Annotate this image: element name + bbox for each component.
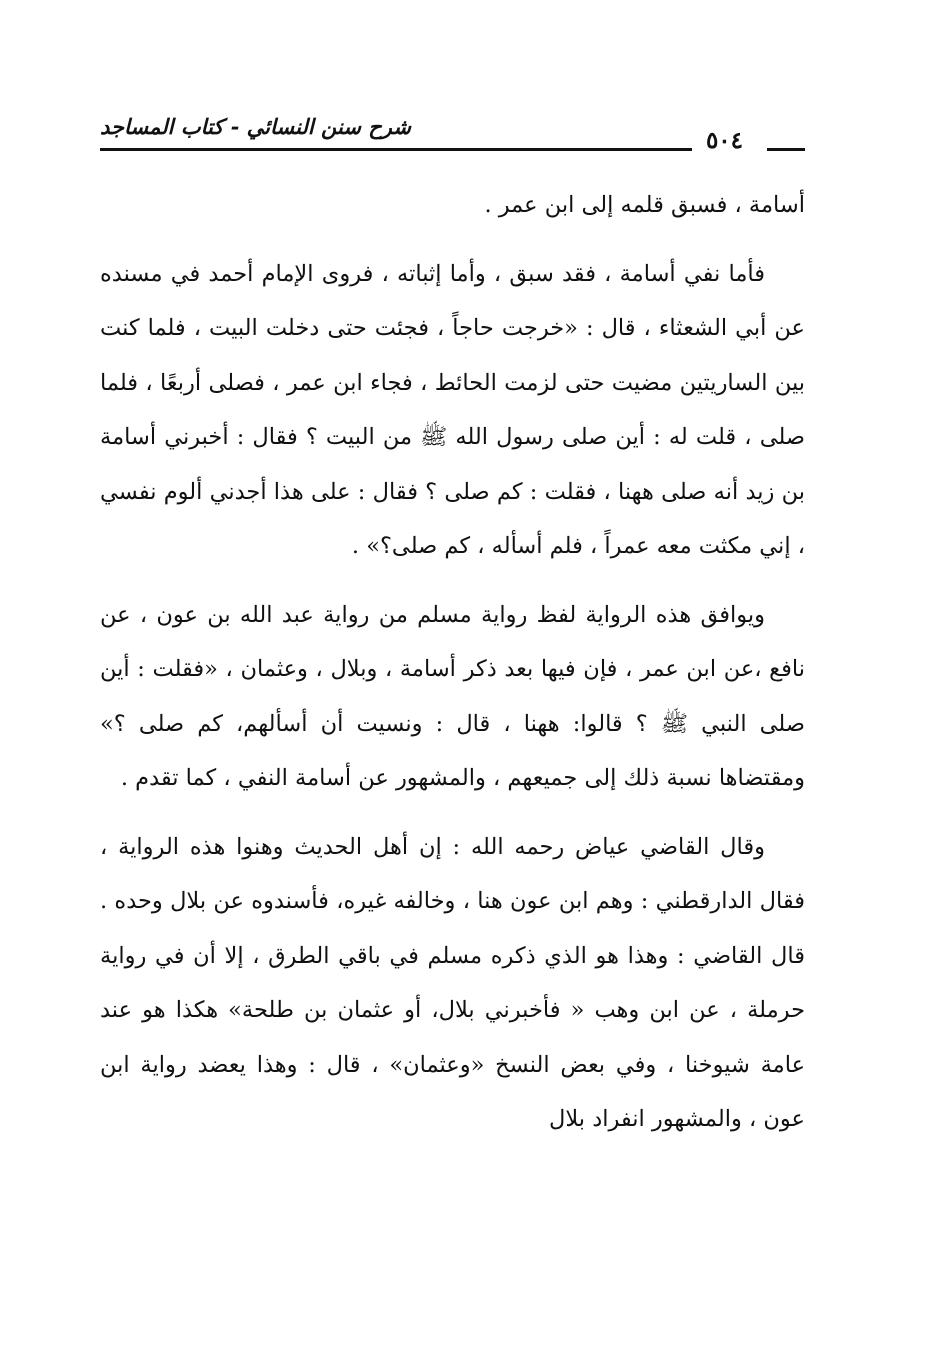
- paragraph: وقال القاضي عياض رحمه الله : إن أهل الحديث وهنوا هذه الرواية ، فقال الدارقطني : وهم ابن عون هنا ، وخالفه غيره، فأسندوه عن بلال وحده . قال القاضي : وهذا هو الذي ذكره مسلم في باقي الطرق ، إلا أن في رواية حرملة ، عن ابن وهب « فأخبرني بلال، أو عثمان بن طلحة» هكذا هو عند عامة شيوخنا ، وفي بعض النسخ «وعثمان» ، قال : وهذا يعضد رواية ابن عون ، والمشهور انفراد بلال: [100, 833, 805, 1132]
- paragraph-continuation: أسامة ، فسبق قلمه إلى ابن عمر .: [484, 192, 805, 218]
- paragraph: فأما نفي أسامة ، فقد سبق ، وأما إثباته ، فروى الإمام أحمد في مسنده عن أبي الشعثاء ، قال : «خرجت حاجاً ، فجئت حتى دخلت البيت ، فلما كنت بين الساريتين مضيت حتى لزمت الحائط ، فجاء ابن عمر ، فصلى أربعًا ، فلما صلى ، قلت له : أين صلى رسول الله ﷺ من البيت ؟ فقال : أخبرني أسامة بن زيد أنه صلى ههنا ، فقلت : كم صلى ؟ فقال : على هذا أجدني ألوم نفسي ، إني مكثت معه عمراً ، فلم أسأله ، كم صلى؟» .: [100, 260, 805, 559]
- page-number-dash: [767, 148, 805, 151]
- running-title: شرح سنن النسائي - كتاب المساجد: [100, 114, 411, 139]
- header-rule: [100, 148, 692, 151]
- page-number: ٥٠٤: [705, 127, 743, 154]
- body-text: [100, 178, 805, 1147]
- paragraph: ويوافق هذه الرواية لفظ رواية مسلم من رواية عبد الله بن عون ، عن نافع ،عن ابن عمر ، فإن فيها بعد ذكر أسامة ، وبلال ، وعثمان ، «فقلت : أين صلى النبي ﷺ ؟ قالوا: ههنا ، قال : ونسيت أن أسألهم، كم صلى ؟» ومقتضاها نسبة ذلك إلى جميعهم ، والمشهور عن أسامة النفي ، كما تقدم .: [100, 601, 805, 791]
- running-header: [100, 112, 805, 156]
